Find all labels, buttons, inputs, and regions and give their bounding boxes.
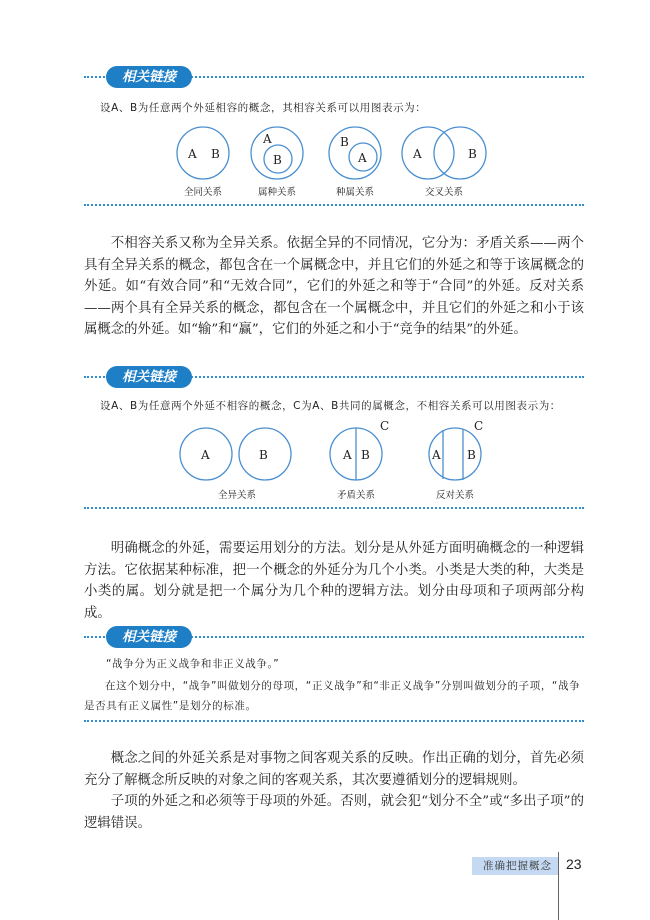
- svg-text:B: B: [273, 153, 282, 167]
- related-links-badge: 相关链接: [106, 366, 192, 388]
- compatible-relations-diagram: [160, 124, 500, 188]
- svg-text:C: C: [380, 419, 390, 433]
- caption-identity: 全同关系: [183, 187, 222, 198]
- related-links-header-3: [84, 626, 584, 648]
- dotted-divider: [84, 204, 584, 206]
- caption-genus-species: 属种关系: [257, 187, 296, 198]
- related-links-badge: 相关链接: [106, 626, 192, 648]
- section1-intro: 设A、B为任意两个外延相容的概念，其相容关系可以用图表示为：: [100, 102, 427, 114]
- section3-explanation: 在这个划分中，“战争”叫做划分的母项，“正义战争”和“非正义战争”分别叫做划分的子项，“战争是否具有正义属性”是划分的标准。: [84, 680, 581, 712]
- svg-text:A: A: [263, 132, 272, 146]
- label-B: B: [211, 147, 220, 161]
- paragraph-incompatible: 不相容关系又称为全异关系。依据全异的不同情况，它分为：矛盾关系——两个具有全异关系的概念，都包含在一个属概念中，并且它们的外延之和等于该属概念的外延。如“有效合同”和“无效合同”，它们的外延之和等于“合同”的外延。反对关系——两个具有全异关系的概念，都包含在一个属概念中，并且它们的外延之和小于该属概念的外延。如“输”和“赢”，它们的外延之和小于“竞争的结果”的外延。: [84, 236, 584, 337]
- svg-text:B: B: [259, 448, 268, 462]
- related-links-badge: 相关链接: [106, 66, 192, 88]
- label-A: A: [188, 147, 197, 161]
- svg-text:A: A: [358, 151, 367, 165]
- paragraph-rules: 概念之间的外延关系是对事物之间客观关系的反映。作出正确的划分，首先必须充分了解概念所反映的对象之间的客观关系，其次要遵循划分的逻辑规则。 子项的外延之和必须等于母项的外延。否则，就会犯“划分不全”或“多出子项”的逻辑错误。: [84, 751, 584, 831]
- svg-text:B: B: [468, 147, 477, 161]
- svg-text:A: A: [413, 147, 422, 161]
- related-links-header-2: [84, 366, 584, 388]
- related-links-header-1: [84, 66, 584, 88]
- paragraph-division: 明确概念的外延，需要运用划分的方法。划分是从外延方面明确概念的一种逻辑方法。它依据某种标准，把一个概念的外延分为几个小类。小类是大类的种，大类是小类的属。划分就是把一个属分为几个种的逻辑方法。划分由母项和子项两部分构成。: [84, 541, 584, 621]
- dotted-divider: [84, 507, 584, 509]
- dotted-divider: [84, 720, 584, 722]
- caption-crossing: 交叉关系: [424, 187, 463, 198]
- chapter-tab: 准确把握概念: [472, 857, 558, 875]
- section2-intro: 设A、B为任意两个外延不相容的概念，C为A、B共同的属概念，不相容关系可以用图表示为：: [100, 400, 561, 412]
- svg-text:A: A: [201, 448, 210, 462]
- page-number: 23: [566, 856, 582, 872]
- svg-text:B: B: [467, 448, 476, 462]
- caption-species-genus: 种属关系: [335, 187, 374, 198]
- svg-text:C: C: [474, 419, 484, 433]
- svg-text:A: A: [343, 448, 352, 462]
- svg-text:A: A: [432, 448, 441, 462]
- footer-divider: [558, 852, 559, 920]
- svg-text:B: B: [340, 135, 349, 149]
- caption-exclusion: 全异关系: [217, 490, 256, 501]
- svg-text:B: B: [361, 448, 370, 462]
- section3-quote: “战争分为正义战争和非正义战争。”: [106, 658, 280, 670]
- caption-contradiction: 矛盾关系: [336, 490, 375, 501]
- incompatible-relations-diagram: [170, 418, 500, 492]
- caption-contrary: 反对关系: [435, 490, 474, 501]
